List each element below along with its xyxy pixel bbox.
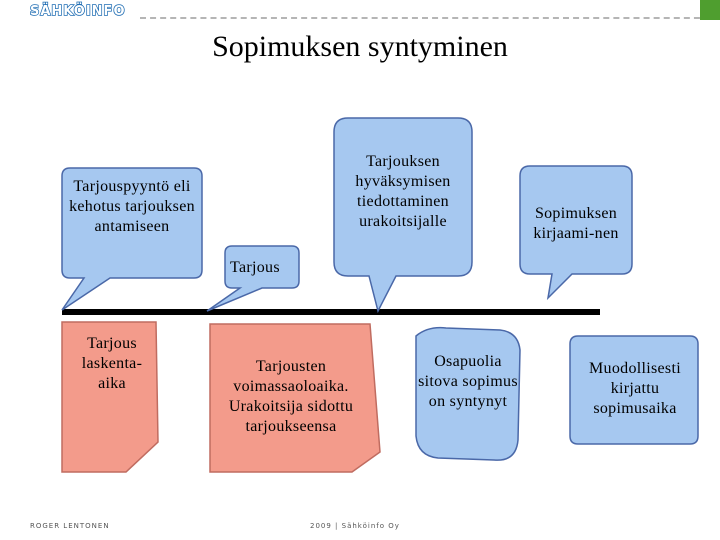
phase-calculation-text: Tarjous laskenta-aika [81, 335, 143, 392]
callout-acceptance-text: Tarjouksen hyväksymisen tiedottaminen urakoitsijalle [355, 153, 451, 230]
phase-formal-text: Muodollisesti kirjattu sopimusaika [589, 360, 681, 417]
callout-request-text: Tarjouspyyntö eli kehotus tarjouksen antamiseen [69, 178, 195, 235]
timeline-bar [62, 309, 600, 315]
callout-offer-text: Tarjous [230, 259, 280, 276]
phase-validity-text: Tarjousten voimassaoloaika. Urakoitsija sidottu tarjoukseensa [228, 358, 354, 435]
callout-recording-text: Sopimuksen kirjaami-nen [533, 205, 619, 242]
footer-copyright: 2009 | Sähköinfo Oy [310, 522, 400, 530]
phase-binding-text: Osapuolia sitova sopimus on syntynyt [418, 353, 518, 410]
sahkoinfo-logo: SÄHKÖINFO [30, 4, 126, 19]
slide-title: Sopimuksen syntyminen [212, 30, 508, 63]
footer-author: ROGER LENTONEN [30, 522, 110, 530]
callout-offer-shape [207, 246, 299, 311]
